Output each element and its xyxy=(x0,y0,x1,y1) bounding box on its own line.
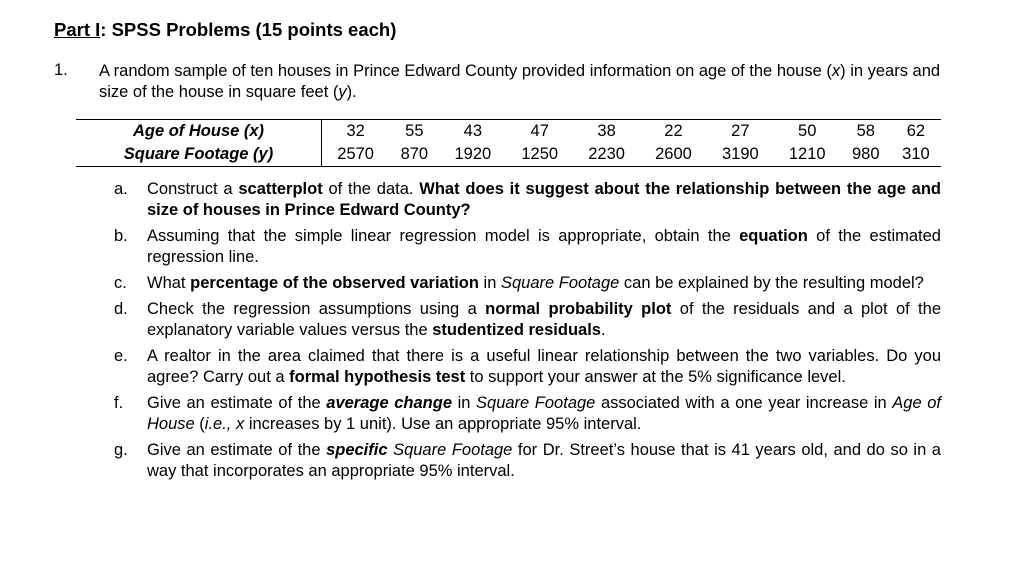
age-cell: 38 xyxy=(573,120,640,144)
data-table xyxy=(76,119,941,167)
part-text: Give an estimate of the xyxy=(147,394,327,412)
part-f xyxy=(99,393,941,435)
age-cell: 47 xyxy=(506,120,573,144)
footage-cell: 1210 xyxy=(774,143,841,167)
part-label: a. xyxy=(114,180,128,198)
intro-var-x: x xyxy=(831,62,841,80)
part-italic: Age of House xyxy=(147,394,941,433)
part-italic: x xyxy=(236,415,245,433)
part-text: Assuming that the simple linear regression model is appropriate, obtain the xyxy=(147,227,740,245)
question-parts xyxy=(99,179,941,487)
part-text: increases by 1 unit). Use an appropriate 95% interval. xyxy=(244,415,642,433)
footage-cell: 3190 xyxy=(707,143,774,167)
part-label: e. xyxy=(114,347,128,365)
intro-text: A random sample of ten houses in Prince Edward County provided information on age of the house ( xyxy=(99,62,832,80)
part-italic: Square Footage xyxy=(500,274,620,292)
part-text: of the residuals and a plot of the explanatory variable values versus the xyxy=(147,300,941,339)
footage-cell: 2600 xyxy=(640,143,707,167)
part-bold: scatterplot xyxy=(238,180,323,198)
part-bold: normal probability plot xyxy=(485,300,672,318)
age-cell: 22 xyxy=(640,120,707,144)
age-cell: 58 xyxy=(841,120,891,144)
footage-cell: 980 xyxy=(841,143,891,167)
footage-cell: 1250 xyxy=(506,143,573,167)
part-e xyxy=(99,346,941,388)
part-label: b. xyxy=(114,227,128,245)
part-bold-italic: average change xyxy=(326,394,452,412)
age-cell: 27 xyxy=(707,120,774,144)
part-text: ( xyxy=(194,415,205,433)
intro-text: ). xyxy=(346,83,357,101)
part-bold: What does it suggest about the relationship between the age and size of houses in Prince Edward County? xyxy=(147,180,941,219)
footage-cell: 870 xyxy=(389,143,439,167)
part-italic: Square Footage xyxy=(476,394,596,412)
part-d xyxy=(99,299,941,341)
age-cell: 32 xyxy=(322,120,390,144)
question-number: 1. xyxy=(54,61,68,79)
row-header-age: Age of House (x) xyxy=(76,120,322,144)
part-text: in xyxy=(478,274,501,292)
part-bold-italic: specific xyxy=(326,441,388,459)
part-text: for Dr. Street’s house that is 41 years old, and do so in a way that incorporates an appropriate 95% interval. xyxy=(147,441,941,480)
footage-cell: 2230 xyxy=(573,143,640,167)
intro-text: ) in years and size of the house in square feet ( xyxy=(99,62,941,101)
part-label: c. xyxy=(114,274,127,292)
section-title-part: Part I xyxy=(54,19,101,40)
part-text: Check the regression assumptions using a xyxy=(147,300,486,318)
question-intro xyxy=(99,61,959,103)
part-text: to support your answer at the 5% significance level. xyxy=(465,368,846,386)
part-text: of the estimated regression line. xyxy=(147,227,941,266)
age-cell: 43 xyxy=(439,120,506,144)
part-text: of the data. xyxy=(322,180,420,198)
part-label: g. xyxy=(114,441,128,459)
part-text: can be explained by the resulting model? xyxy=(619,274,924,292)
part-text: Give an estimate of the xyxy=(147,441,327,459)
age-cell: 62 xyxy=(891,120,941,144)
part-text: A realtor in the area claimed that there is a useful linear relationship between the two variables. Do you agree? Carry out a xyxy=(147,347,941,386)
section-title-rest: : SPSS Problems (15 points each) xyxy=(100,19,397,40)
part-bold: equation xyxy=(739,227,808,245)
part-text: in xyxy=(452,394,477,412)
footage-cell: 1920 xyxy=(439,143,506,167)
age-cell: 50 xyxy=(774,120,841,144)
part-g xyxy=(99,440,941,482)
age-cell: 55 xyxy=(389,120,439,144)
part-label: f. xyxy=(114,394,124,412)
part-italic: Square Footage xyxy=(393,441,513,459)
part-text: associated with a one year increase in xyxy=(595,394,893,412)
part-italic: i.e., xyxy=(204,415,232,433)
part-a xyxy=(99,179,941,221)
part-text: Construct a xyxy=(147,180,239,198)
part-text: What xyxy=(147,274,191,292)
part-bold: studentized residuals xyxy=(432,321,601,339)
part-c xyxy=(99,273,941,294)
part-bold: formal hypothesis test xyxy=(289,368,466,386)
part-label: d. xyxy=(114,300,128,318)
section-title xyxy=(54,19,396,41)
part-b xyxy=(99,226,941,268)
table-row-age xyxy=(76,120,941,144)
row-header-footage: Square Footage (y) xyxy=(76,143,322,167)
footage-cell: 310 xyxy=(891,143,941,167)
intro-var-y: y xyxy=(338,83,347,101)
table-row-footage xyxy=(76,143,941,167)
part-bold: percentage of the observed variation xyxy=(190,274,479,292)
part-text: . xyxy=(600,321,606,339)
footage-cell: 2570 xyxy=(322,143,390,167)
